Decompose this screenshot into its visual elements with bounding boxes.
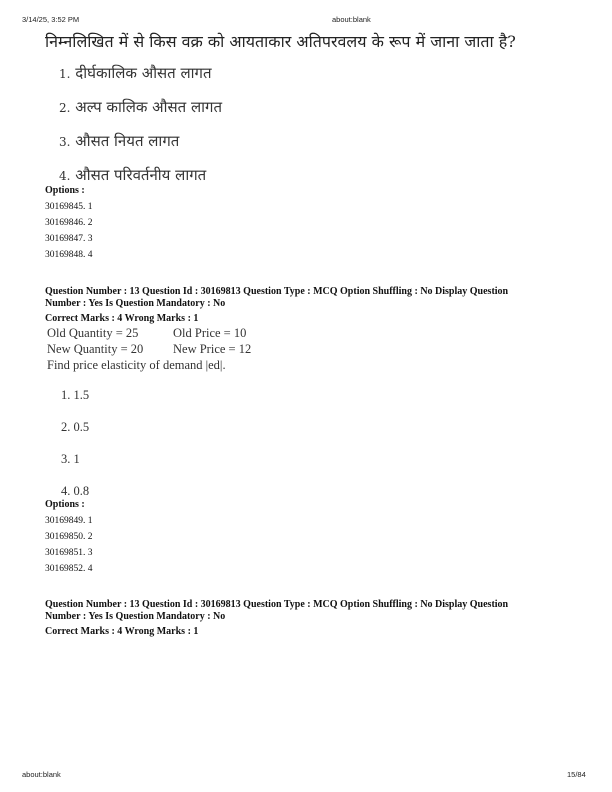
option-id-4: 30169852. 4 [45,564,93,574]
option-id-4: 30169848. 4 [45,250,93,260]
question-marks: Correct Marks : 4 Wrong Marks : 1 [45,313,199,324]
option-text: दीर्घकालिक औसत लागत [75,64,212,82]
old-price: Old Price = 10 [173,326,247,340]
question-text-hindi: निम्नलिखित में से किस वक्र को आयताकार अतिपरवलय के रूप में जाना जाता है? [45,32,516,51]
option-id-3: 30169847. 3 [45,234,93,244]
option-id-2: 30169846. 2 [45,218,93,228]
question-meta-line-2: Number : Yes Is Question Mandatory : No [45,611,226,622]
question-meta-line-1: Question Number : 13 Question Id : 30169813 Question Type : MCQ Option Shuffling : No Display Question [45,599,509,610]
print-url-footer: about:blank [22,770,61,779]
old-quantity: Old Quantity = 25 [47,326,139,340]
question-marks: Correct Marks : 4 Wrong Marks : 1 [45,626,199,637]
option-id-3: 30169851. 3 [45,548,93,558]
hindi-option-4 [59,165,206,185]
question-meta-line-2: Number : Yes Is Question Mandatory : No [45,298,226,309]
mcq-option-2: 2. 0.5 [61,420,90,434]
mcq-option-4: 4. 0.8 [61,484,90,498]
new-quantity: New Quantity = 20 [47,342,144,356]
mcq-option-1: 1. 1.5 [61,388,90,402]
hindi-option-1 [59,63,212,83]
old-values-row [47,326,247,341]
option-text: औसत नियत लागत [75,132,180,150]
option-text: अल्प कालिक औसत लागत [75,98,223,116]
mcq-option-3: 3. 1 [61,452,80,466]
option-text: औसत परिवर्तनीय लागत [75,166,207,184]
option-number: 1. [59,67,71,81]
options-label: Options : [45,185,85,196]
new-price: New Price = 12 [173,342,252,356]
question-meta-line-1: Question Number : 13 Question Id : 30169813 Question Type : MCQ Option Shuffling : No Display Question [45,286,509,297]
option-number: 3. [59,135,71,149]
new-values-row [47,342,252,357]
option-number: 4. [59,169,71,183]
print-datetime: 3/14/25, 3:52 PM [22,15,80,24]
question-prompt: Find price elasticity of demand |ed|. [47,358,226,372]
option-id-1: 30169845. 1 [45,202,93,212]
page-number: 15/84 [567,770,586,779]
print-url-header: about:blank [332,15,371,24]
option-number: 2. [59,101,71,115]
hindi-option-2 [59,97,222,117]
options-label: Options : [45,499,85,510]
option-id-2: 30169850. 2 [45,532,93,542]
hindi-option-3 [59,131,179,151]
option-id-1: 30169849. 1 [45,516,93,526]
